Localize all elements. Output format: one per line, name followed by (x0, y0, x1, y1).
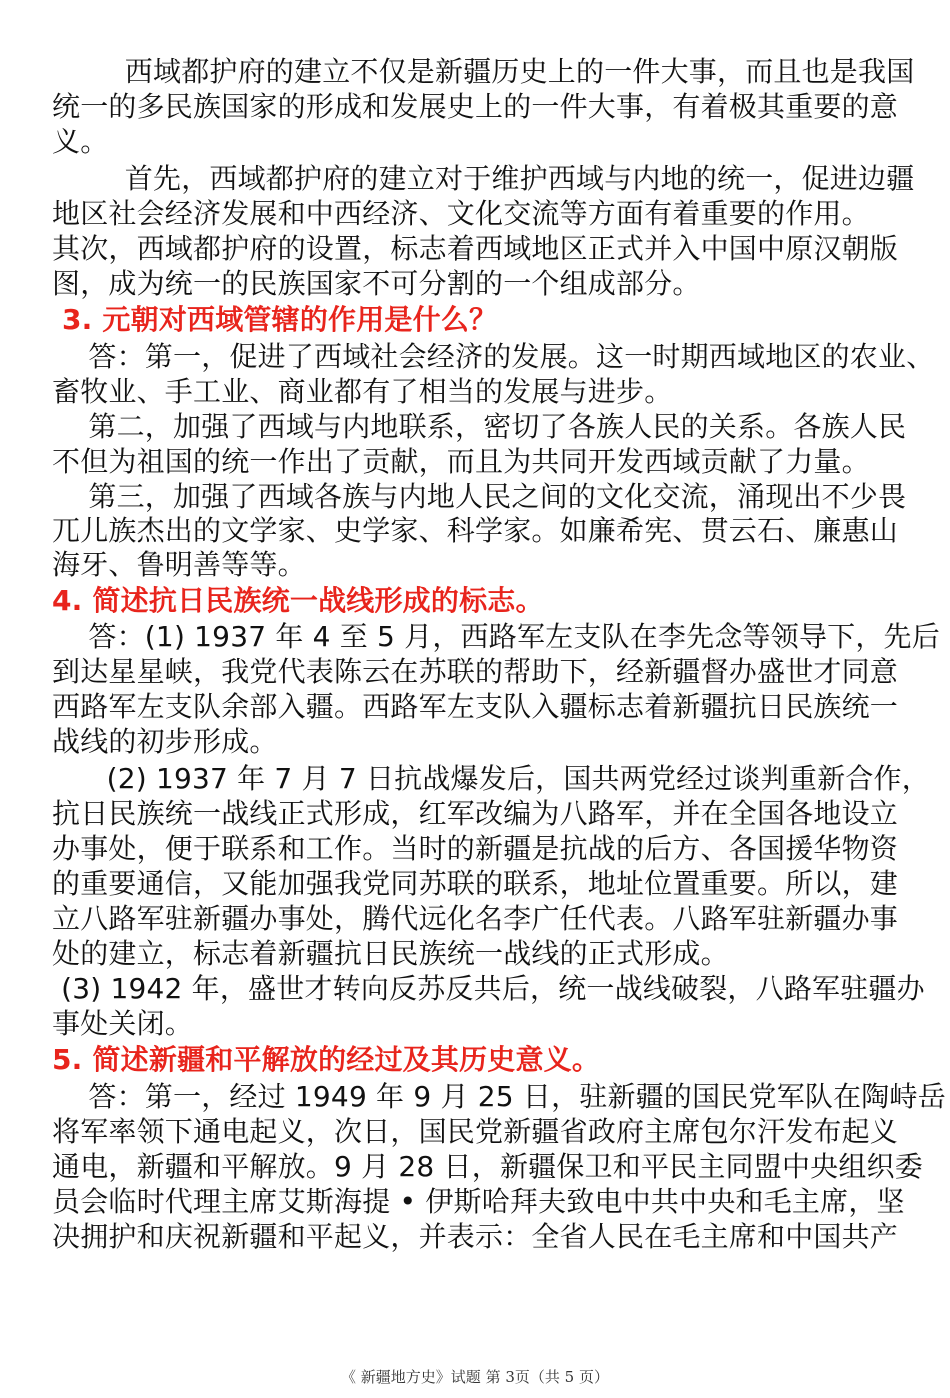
text-line: 其次，西域都护府的设置，标志着西域地区正式并入中国中原汉朝版 (52, 232, 899, 265)
text-line: 第三，加强了西域各族与内地人民之间的文化交流，涌现出不少畏 (52, 480, 907, 513)
text-line: 办事处，便于联系和工作。当时的新疆是抗战的后方、各国援华物资 (52, 832, 899, 865)
text-line: 统一的多民族国家的形成和发展史上的一件大事，有着极其重要的意 (52, 90, 899, 123)
question-heading: 5. 简述新疆和平解放的经过及其历史意义。 (52, 1043, 601, 1076)
text-line: 事处关闭。 (52, 1007, 194, 1040)
text-line: 地区社会经济发展和中西经济、文化交流等方面有着重要的作用。 (52, 197, 870, 230)
question-heading: 4. 简述抗日民族统一战线形成的标志。 (52, 584, 544, 617)
text-line: (2) 1937 年 7 月 7 日抗战爆发后，国共两党经过谈判重新合作， (52, 762, 930, 795)
text-line: 第二，加强了西域与内地联系，密切了各族人民的关系。各族人民 (52, 410, 907, 443)
text-line: 答：第一，促进了西域社会经济的发展。这一时期西域地区的农业、 (52, 340, 935, 373)
text-line: 西域都护府的建立不仅是新疆历史上的一件大事，而且也是我国 (52, 55, 915, 88)
text-line: 决拥护和庆祝新疆和平起义，并表示：全省人民在毛主席和中国共产 (52, 1220, 899, 1253)
text-line: 通电，新疆和平解放。9 月 28 日，新疆保卫和平民主同盟中央组织委 (52, 1150, 923, 1183)
text-line: 答：(1) 1937 年 4 至 5 月，西路军左支队在李先念等领导下，先后 (52, 620, 940, 653)
question-heading: 3. 元朝对西域管辖的作用是什么？ (52, 303, 498, 336)
text-line: 答：第一，经过 1949 年 9 月 25 日，驻新疆的国民党军队在陶峙岳 (52, 1080, 946, 1113)
text-line: 不但为祖国的统一作出了贡献，而且为共同开发西域贡献了力量。 (52, 445, 870, 478)
text-line: 兀儿族杰出的文学家、史学家、科学家。如廉希宪、贯云石、廉惠山 (52, 514, 899, 547)
text-line: 畜牧业、手工业、商业都有了相当的发展与进步。 (52, 375, 673, 408)
text-line: 员会临时代理主席艾斯海提 • 伊斯哈拜夫致电中共中央和毛主席，坚 (52, 1185, 905, 1218)
text-line: (3) 1942 年，盛世才转向反苏反共后，统一战线破裂，八路军驻疆办 (52, 972, 925, 1005)
text-line: 首先，西域都护府的建立对于维护西域与内地的统一，促进边疆 (52, 162, 915, 195)
text-line: 立八路军驻新疆办事处，腾代远化名李广任代表。八路军驻新疆办事 (52, 902, 899, 935)
text-line: 的重要通信，又能加强我党同苏联的联系，地址位置重要。所以，建 (52, 867, 899, 900)
text-line: 将军率领下通电起义，次日，国民党新疆省政府主席包尔汗发布起义 (52, 1115, 899, 1148)
text-line: 图，成为统一的民族国家不可分割的一个组成部分。 (52, 267, 701, 300)
text-line: 战线的初步形成。 (52, 725, 278, 758)
page-footer: 《 新疆地方史》试题 第 3页（共 5 页） (341, 1368, 609, 1386)
text-line: 义。 (52, 125, 109, 158)
text-line: 抗日民族统一战线正式形成，红军改编为八路军，并在全国各地设立 (52, 797, 899, 830)
text-line: 西路军左支队余部入疆。西路军左支队入疆标志着新疆抗日民族统一 (52, 690, 899, 723)
text-line: 处的建立，标志着新疆抗日民族统一战线的正式形成。 (52, 937, 729, 970)
text-line: 海牙、鲁明善等等。 (52, 548, 306, 581)
text-line: 到达星星峡，我党代表陈云在苏联的帮助下，经新疆督办盛世才同意 (52, 655, 899, 688)
